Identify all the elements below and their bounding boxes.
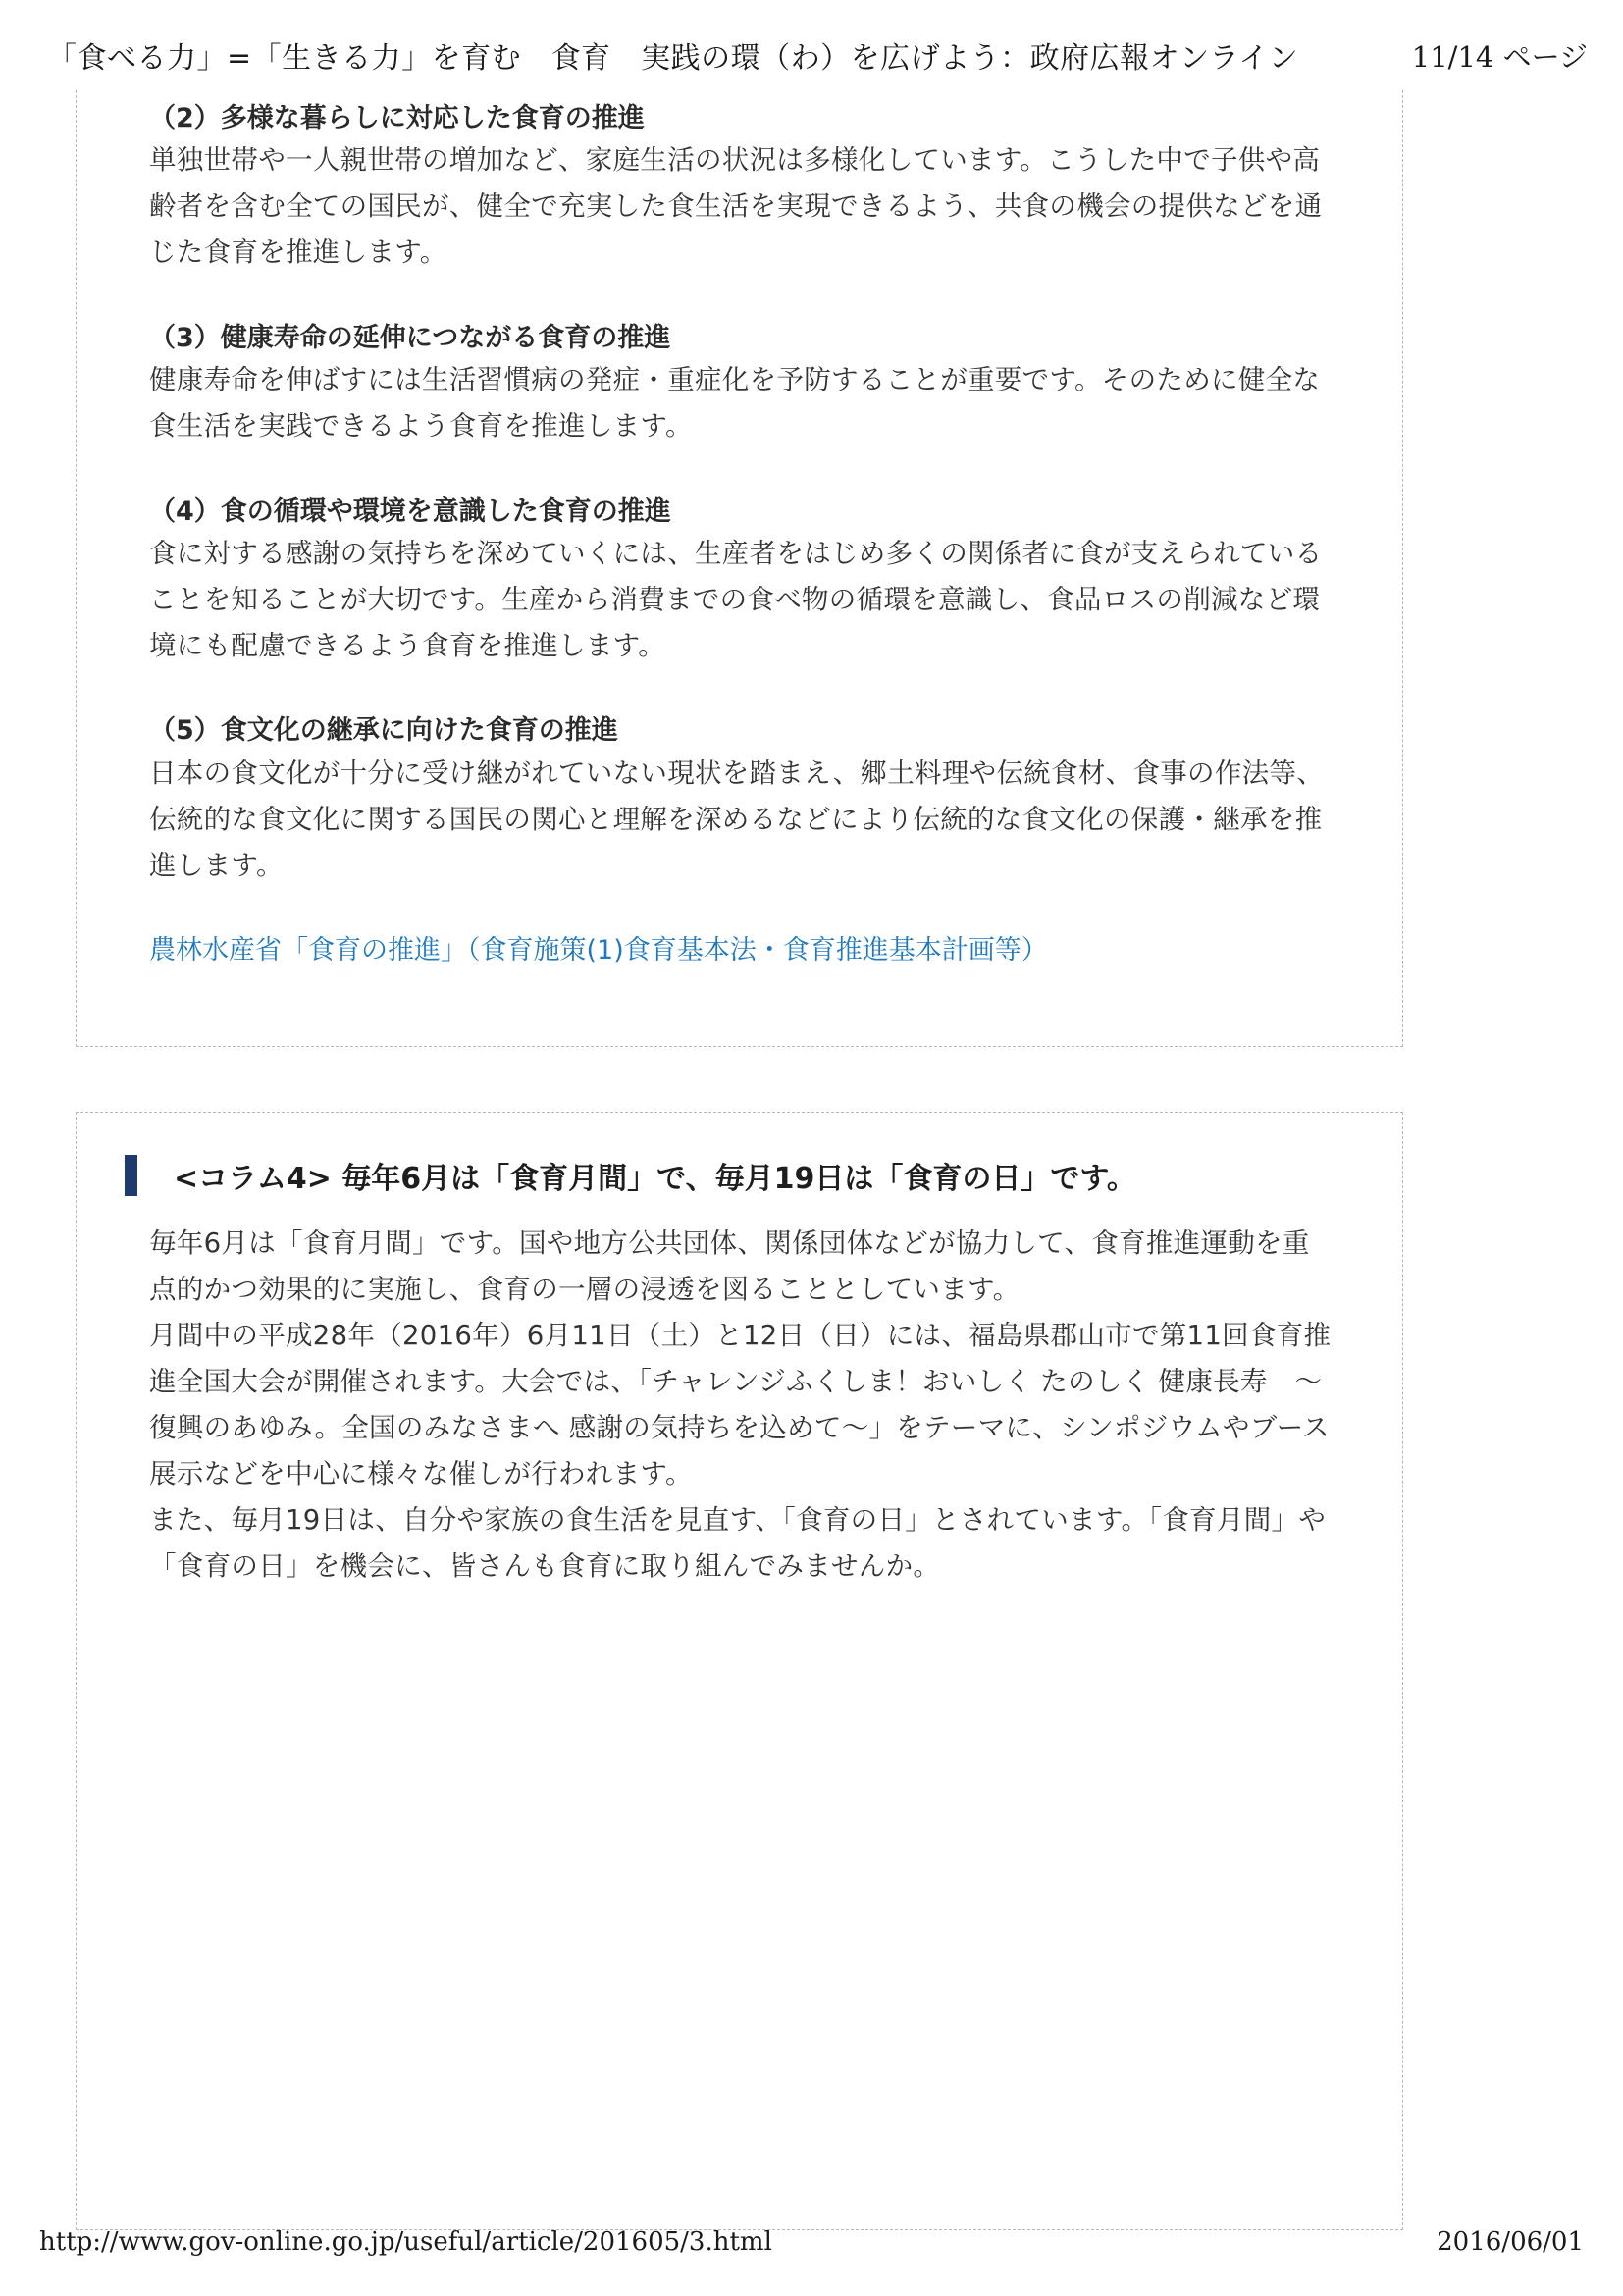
section-heading-5: （5）食文化の継承に向けた食育の推進 xyxy=(149,715,618,746)
section-body-5: 日本の食文化が十分に受け継がれていない現状を踏まえ、郷土料理や伝統食材、食事の作法等、伝統的な食文化に関する国民の関心と理解を深めるなどにより伝統的な食文化の保護・継承を推進します。 xyxy=(149,757,1325,881)
footer-date: 2016/06/01 xyxy=(1437,2227,1584,2257)
section-body-2: 単独世帯や一人親世帯の増加など、家庭生活の状況は多様化しています。こうした中で子供や高齢者を含む全ての国民が、健全で充実した食生活を実現できるよう、共食の機会の提供などを通じた食育を推進します。 xyxy=(149,144,1323,268)
column-title-marker xyxy=(125,1155,137,1196)
footer-url: http://www.gov-online.go.jp/useful/article/201605/3.html xyxy=(39,2227,772,2257)
print-header-title: 「食べる力」=「生きる力」を育む 食育 実践の環（わ）を広げよう：政府広報オンライン xyxy=(47,41,1299,76)
column-body: 毎年6月は「食育月間」です。国や地方公共団体、関係団体などが協力して、食育推進運動を重点的かつ効果的に実施し、食育の一層の浸透を図ることとしています。 月間中の平成28年（2016年）6月11日（土）と12日（日）には、福島県郡山市で第11回食育推進全国大会が開催されます。大会では、「チャレンジふくしま！おいしく たのしく 健康長寿 ～復興のあゆみ。全国のみなさまへ 感謝の気持ちを込めて～」をテーマに、シンポジウムやブース展示などを中心に様々な催しが行われます。 また、毎月19日は、自分や家族の食生活を見直す、「食育の日」とされています。「食育月間」や「食育の日」を機会に、皆さんも食育に取り組んでみませんか。 xyxy=(149,1227,1332,1582)
column-title: <コラム4> 毎年6月は「食育月間」で、毎月19日は「食育の日」です。 xyxy=(174,1162,1136,1196)
section-heading-2: （2）多様な暮らしに対応した食育の推進 xyxy=(149,103,645,133)
maff-shokuiku-link[interactable]: 農林水産省「食育の推進」（食育施策(1)食育基本法・食育推進基本計画等） xyxy=(149,935,1048,965)
page-number: 11/14 ページ xyxy=(1411,40,1588,74)
section-heading-4: （4）食の循環や環境を意識した食育の推進 xyxy=(149,496,671,527)
section-heading-3: （3）健康寿命の延伸につながる食育の推進 xyxy=(149,323,671,353)
section-body-3: 健康寿命を伸ばすには生活習慣病の発症・重症化を予防することが重要です。そのために健全な食生活を実践できるよう食育を推進します。 xyxy=(149,364,1321,442)
section-body-4: 食に対する感謝の気持ちを深めていくには、生産者をはじめ多くの関係者に食が支えられていることを知ることが大切です。生産から消費までの食べ物の循環を意識し、食品ロスの削減など環境にも配慮できるよう食育を推進します。 xyxy=(149,538,1323,661)
